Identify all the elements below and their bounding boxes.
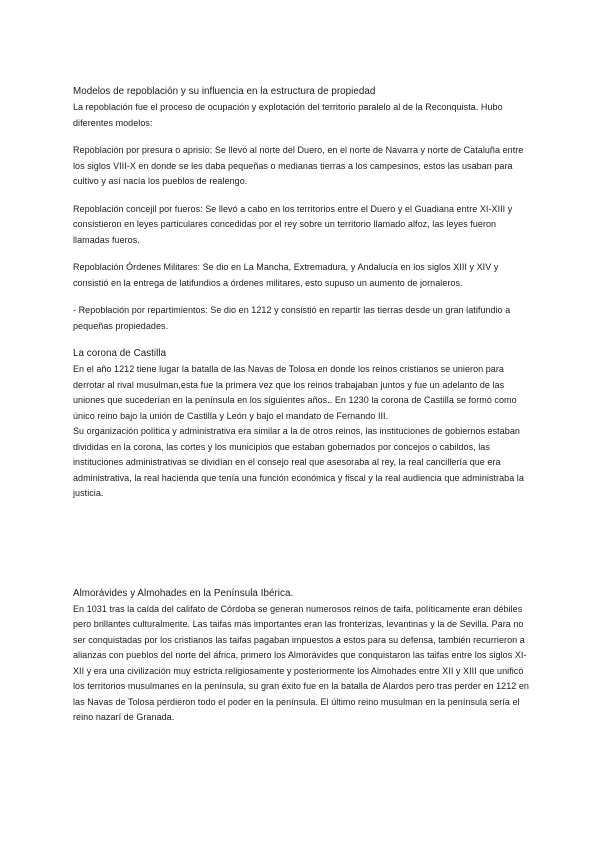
castilla-paragraph-2: Su organización política y administrativa era similar a la de otros reinos, las instituciones de gobiernos estaban divididas en la corona, las cortes y los municipios que estaban gobernados por concejos o cabildos, las instituciones administrativas se dividían en el consejo real que asesoraba al rey, la real cancillería que era administrativa, la real hacienda que tenía una función económica y fiscal y la real audiencia que administraba la justicia. (73, 426, 524, 498)
section-title-repoblacion: Modelos de repoblación y su influencia en la estructura de propiedad (73, 86, 376, 97)
blank-gap (73, 514, 533, 586)
section-almoravides (73, 586, 533, 726)
section-repoblacion (73, 84, 533, 334)
model-paragraph-concejil: Repoblación concejil por fueros: Se llevó a cabo en los territorios entre el Duero y el Guadiana entre XI-XIII y consistieron en leyes particulares concedidas por el rey sobre un territorio llamado alfoz, las leyes fueron llamadas fueros. (73, 203, 513, 245)
model-paragraph-repartimientos: - Repoblación por repartimientos: Se dio en 1212 y consistió en repartir las tierras desde un gran latifundio a pequeñas propiedades. (73, 305, 511, 331)
document-page (73, 84, 533, 738)
model-paragraph-ordenes: Repoblación Órdenes Militares: Se dio en La Mancha, Extremadura, y Andalucía en los siglos XIII y XIV y consistió en la entrega de latifundios a órdenes militares, esto supuso un aumento de jornaleros. (73, 262, 499, 288)
castilla-paragraph-1: En el año 1212 tiene lugar la batalla de las Navas de Tolosa en donde los reinos cristianos se unieron para derrotar al rival musulman,esta fue la primera vez que los reinos trabajaban juntos y fue un adelanto de las uniones que sucederían en la península en los siguientes años.. En 1230 la corona de Castilla se formó como único reino bajo la unión de Castilla y León y bajo el mandato de Fernando III. (73, 364, 517, 421)
intro-paragraph: La repoblación fue el proceso de ocupación y explotación del territorio paralelo al de la Reconquista. Hubo diferentes modelos: (73, 102, 503, 128)
almoravides-paragraph: En 1031 tras la caída del califato de Córdoba se generan numerosos reinos de taifa, políticamente eran débiles pero brillantes culturalmente. Las taifas más importantes eran las fronterizas, levantinas y la de Sevilla. Para no ser conquistadas por los cristianos las taifas pagaban impuestos a estos para su defensa, también recurrieron a alianzas con pueblos del norte del áfrica, primero los Almorávides que conquistaron las taifas entre los siglos XI-XII y era una civilización muy estricta religiosamente y posteriormente los Almohades entre XII y XIII que unificó los territorios musulmanes en la península, su gran éxito fue en la batalla de Alardos pero tras perder en 1212 en las Navas de Tolosa perdieron todo el poder en la península. El último reino musulman en la península sería el reino nazarí de Granada. (73, 603, 529, 722)
model-paragraph-presura: Repoblación por presura o aprisio: Se llevó al norte del Duero, en el norte de Navarra y norte de Cataluña entre los siglos VIII-X en donde se les daba pequeñas o medianas tierras a los campesinos, estos las usaban para cultivo y así nacía los pueblos de realengo. (73, 145, 524, 186)
section-title-castilla: La corona de Castilla (73, 348, 167, 359)
section-title-almoravides: Almorávides y Almohades en la Península Ibérica. (73, 587, 294, 599)
section-corona-castilla (73, 346, 533, 502)
